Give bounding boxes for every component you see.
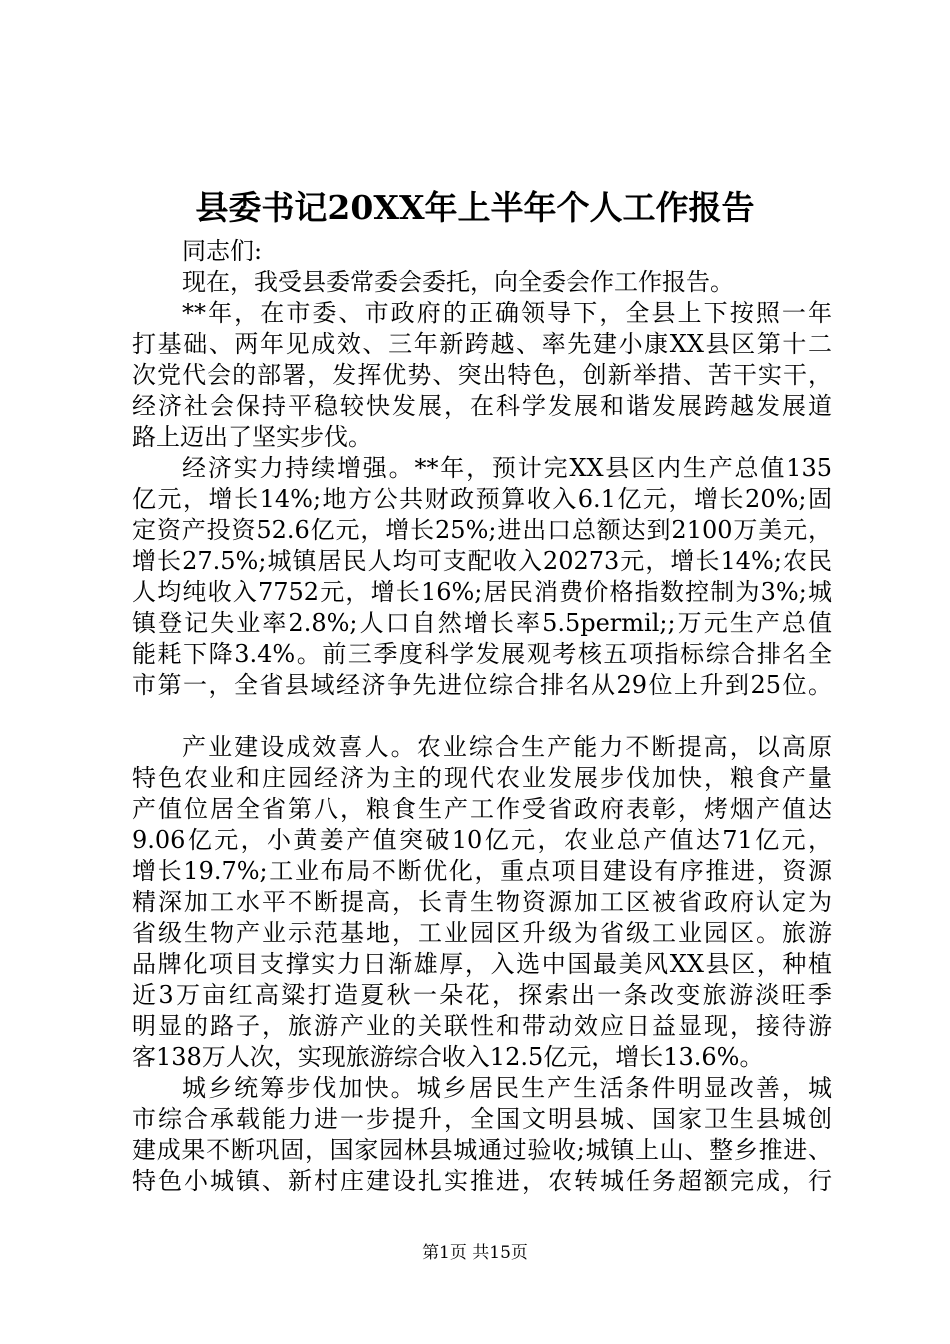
paragraph-gap xyxy=(132,701,832,732)
text-line: 客138万人次，实现旅游综合收入12.5亿元，增长13.6%。 xyxy=(132,1043,764,1071)
text-line: 市综合承载能力进一步提升，全国文明县城、国家卫生县城创 xyxy=(132,1105,832,1133)
text-line: 次党代会的部署，发挥优势、突出特色，创新举措、苦干实干， xyxy=(132,361,832,389)
document-title: 县委书记20XX年上半年个人工作报告 xyxy=(195,188,755,227)
text-line: **年，在市委、市政府的正确领导下，全县上下按照一年 xyxy=(182,299,832,327)
text-line: 增长27.5%;城镇居民人均可支配收入20273元，增长14%;农民 xyxy=(132,547,832,575)
text-line: 经济社会保持平稳较快发展，在科学发展和谐发展跨越发展道 xyxy=(132,392,832,420)
text-line: 亿元，增长14%;地方公共财政预算收入6.1亿元，增长20%;固 xyxy=(132,485,832,513)
text-line: 产业建设成效喜人。农业综合生产能力不断提高，以高原 xyxy=(182,733,832,761)
document-body xyxy=(132,236,832,1197)
text-line: 省级生物产业示范基地，工业园区升级为省级工业园区。旅游 xyxy=(132,919,832,947)
text-line: 路上迈出了坚实步伐。 xyxy=(132,423,372,451)
text-line: 现在，我受县委常委会委托，向全委会作工作报告。 xyxy=(182,268,734,296)
text-line: 同志们: xyxy=(182,237,263,265)
text-line: 产值位居全省第八，粮食生产工作受省政府表彰，烤烟产值达 xyxy=(132,795,832,823)
text-line: 近3万亩红高粱打造夏秋一朵花，探索出一条改变旅游淡旺季 xyxy=(132,981,832,1009)
text-line: 经济实力持续增强。**年，预计完XX县区内生产总值135 xyxy=(182,454,832,482)
text-line: 能耗下降3.4%。前三季度科学发展观考核五项指标综合排名全 xyxy=(132,640,832,668)
page-footer: 第1页 共15页 xyxy=(422,1243,528,1263)
text-line: 精深加工水平不断提高，长青生物资源加工区被省政府认定为 xyxy=(132,888,832,916)
text-line: 特色农业和庄园经济为主的现代农业发展步伐加快，粮食产量 xyxy=(132,764,832,792)
text-line: 特色小城镇、新村庄建设扎实推进，农转城任务超额完成，行 xyxy=(132,1167,832,1195)
text-line: 打基础、两年见成效、三年新跨越、率先建小康XX县区第十二 xyxy=(132,330,832,358)
text-line: 品牌化项目支撑实力日渐雄厚，入选中国最美风XX县区，种植 xyxy=(132,950,832,978)
text-line: 9.06亿元，小黄姜产值突破10亿元，农业总产值达71亿元， xyxy=(132,826,832,854)
text-line: 人均纯收入7752元，增长16%;居民消费价格指数控制为3%;城 xyxy=(132,578,832,606)
text-line: 建成果不断巩固，国家园林县城通过验收;城镇上山、整乡推进、 xyxy=(132,1136,832,1164)
text-line: 镇登记失业率2.8%;人口自然增长率5.5permil;;万元生产总值 xyxy=(132,609,832,637)
text-line: 市第一，全省县域经济争先进位综合排名从29位上升到25位。 xyxy=(132,671,832,699)
text-line: 增长19.7%;工业布局不断优化，重点项目建设有序推进，资源 xyxy=(132,857,832,885)
text-line: 定资产投资52.6亿元，增长25%;进出口总额达到2100万美元， xyxy=(132,516,832,544)
text-line: 城乡统筹步伐加快。城乡居民生产生活条件明显改善，城 xyxy=(182,1074,832,1102)
text-line: 明显的路子，旅游产业的关联性和带动效应日益显现，接待游 xyxy=(132,1012,832,1040)
